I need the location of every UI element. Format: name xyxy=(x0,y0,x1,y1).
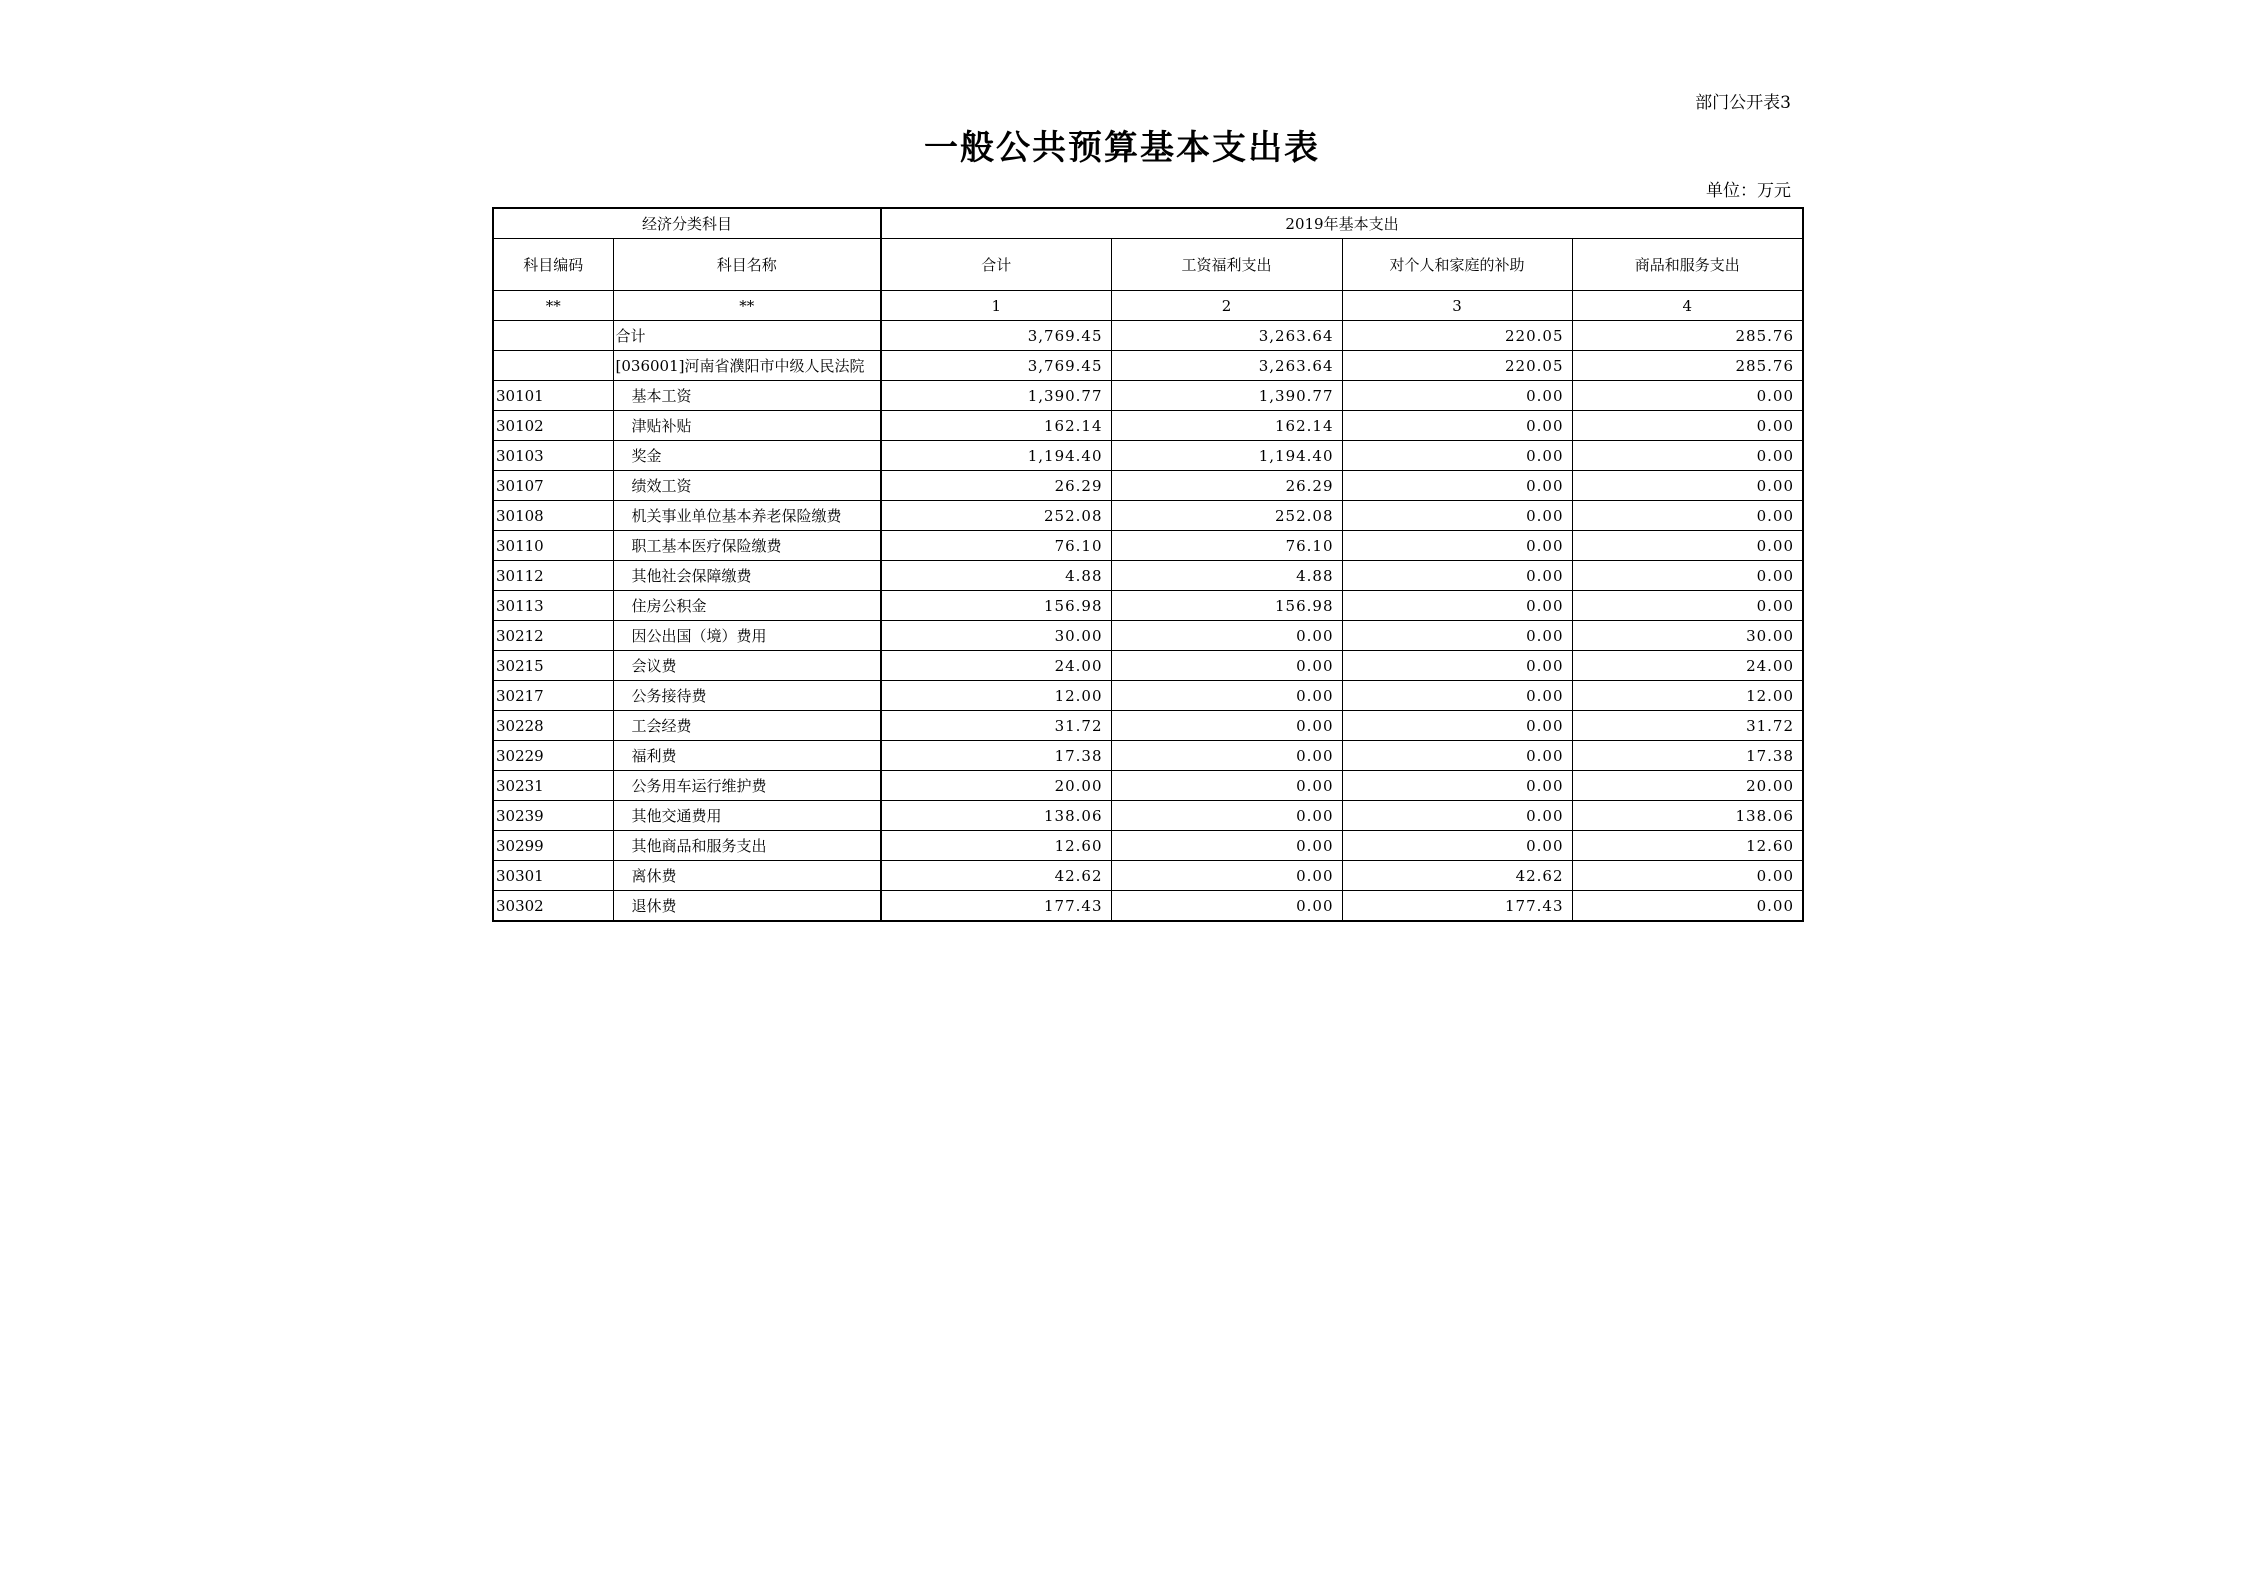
row-name-cell: 公务用车运行维护费 xyxy=(613,771,881,801)
row-goods-cell: 0.00 xyxy=(1572,861,1803,891)
row-name-cell: 津贴补贴 xyxy=(613,411,881,441)
table-row xyxy=(493,801,1803,831)
row-total-cell: 31.72 xyxy=(881,711,1111,741)
row-wages-cell: 0.00 xyxy=(1111,711,1342,741)
row-total-cell: 252.08 xyxy=(881,501,1111,531)
row-goods-cell: 0.00 xyxy=(1572,471,1803,501)
row-code-cell xyxy=(493,321,613,351)
table-row xyxy=(493,471,1803,501)
row-total-cell: 1,390.77 xyxy=(881,381,1111,411)
row-wages-cell: 0.00 xyxy=(1111,891,1342,922)
row-wages-cell: 3,263.64 xyxy=(1111,351,1342,381)
index-cell: 2 xyxy=(1111,291,1342,321)
row-name-cell: 职工基本医疗保险缴费 xyxy=(613,531,881,561)
row-wages-cell: 0.00 xyxy=(1111,741,1342,771)
table-row xyxy=(493,651,1803,681)
row-code-cell: 30217 xyxy=(493,681,613,711)
row-subsidy-cell: 177.43 xyxy=(1342,891,1572,922)
row-total-cell: 162.14 xyxy=(881,411,1111,441)
row-subsidy-cell: 0.00 xyxy=(1342,651,1572,681)
column-header-name: 科目名称 xyxy=(613,239,881,291)
row-total-cell: 24.00 xyxy=(881,651,1111,681)
row-name-cell: 机关事业单位基本养老保险缴费 xyxy=(613,501,881,531)
row-wages-cell: 162.14 xyxy=(1111,411,1342,441)
row-goods-cell: 0.00 xyxy=(1572,561,1803,591)
row-code-cell: 30301 xyxy=(493,861,613,891)
row-code-cell: 30103 xyxy=(493,441,613,471)
row-wages-cell: 76.10 xyxy=(1111,531,1342,561)
row-goods-cell: 30.00 xyxy=(1572,621,1803,651)
column-header-total: 合计 xyxy=(881,239,1111,291)
row-name-cell: 奖金 xyxy=(613,441,881,471)
row-total-cell: 3,769.45 xyxy=(881,351,1111,381)
table-row xyxy=(493,771,1803,801)
row-code-cell: 30112 xyxy=(493,561,613,591)
row-subsidy-cell: 0.00 xyxy=(1342,561,1572,591)
row-subsidy-cell: 0.00 xyxy=(1342,381,1572,411)
table-row xyxy=(493,681,1803,711)
row-wages-cell: 0.00 xyxy=(1111,771,1342,801)
row-goods-cell: 0.00 xyxy=(1572,591,1803,621)
row-code-cell: 30239 xyxy=(493,801,613,831)
table-row xyxy=(493,351,1803,381)
row-subsidy-cell: 0.00 xyxy=(1342,681,1572,711)
row-name-cell: 合计 xyxy=(613,321,881,351)
group-header-economic: 经济分类科目 xyxy=(493,208,881,239)
table-row xyxy=(493,621,1803,651)
table-body xyxy=(493,321,1803,922)
row-name-cell: 公务接待费 xyxy=(613,681,881,711)
row-total-cell: 17.38 xyxy=(881,741,1111,771)
row-total-cell: 4.88 xyxy=(881,561,1111,591)
row-goods-cell: 0.00 xyxy=(1572,531,1803,561)
row-goods-cell: 12.00 xyxy=(1572,681,1803,711)
row-subsidy-cell: 0.00 xyxy=(1342,441,1572,471)
row-wages-cell: 1,390.77 xyxy=(1111,381,1342,411)
table-row xyxy=(493,561,1803,591)
row-subsidy-cell: 0.00 xyxy=(1342,831,1572,861)
row-wages-cell: 156.98 xyxy=(1111,591,1342,621)
table-row xyxy=(493,831,1803,861)
row-goods-cell: 24.00 xyxy=(1572,651,1803,681)
row-subsidy-cell: 0.00 xyxy=(1342,801,1572,831)
index-cell: 4 xyxy=(1572,291,1803,321)
row-goods-cell: 17.38 xyxy=(1572,741,1803,771)
row-code-cell: 30102 xyxy=(493,411,613,441)
row-wages-cell: 0.00 xyxy=(1111,831,1342,861)
row-code-cell xyxy=(493,351,613,381)
row-goods-cell: 138.06 xyxy=(1572,801,1803,831)
row-total-cell: 30.00 xyxy=(881,621,1111,651)
row-code-cell: 30229 xyxy=(493,741,613,771)
row-goods-cell: 20.00 xyxy=(1572,771,1803,801)
row-subsidy-cell: 0.00 xyxy=(1342,411,1572,441)
row-goods-cell: 0.00 xyxy=(1572,891,1803,922)
index-row xyxy=(493,291,1803,321)
row-subsidy-cell: 220.05 xyxy=(1342,321,1572,351)
row-wages-cell: 1,194.40 xyxy=(1111,441,1342,471)
row-name-cell: 退休费 xyxy=(613,891,881,922)
row-subsidy-cell: 0.00 xyxy=(1342,471,1572,501)
row-goods-cell: 285.76 xyxy=(1572,351,1803,381)
row-total-cell: 177.43 xyxy=(881,891,1111,922)
table-header xyxy=(493,208,1803,321)
row-wages-cell: 252.08 xyxy=(1111,501,1342,531)
row-code-cell: 30231 xyxy=(493,771,613,801)
row-wages-cell: 26.29 xyxy=(1111,471,1342,501)
row-code-cell: 30228 xyxy=(493,711,613,741)
table-row xyxy=(493,381,1803,411)
row-subsidy-cell: 42.62 xyxy=(1342,861,1572,891)
unit-label: 单位：万元 xyxy=(1706,181,1791,201)
row-wages-cell: 0.00 xyxy=(1111,681,1342,711)
document-number-label: 部门公开表3 xyxy=(1695,93,1791,113)
row-goods-cell: 0.00 xyxy=(1572,381,1803,411)
row-code-cell: 30108 xyxy=(493,501,613,531)
row-goods-cell: 0.00 xyxy=(1572,501,1803,531)
row-wages-cell: 0.00 xyxy=(1111,621,1342,651)
row-goods-cell: 0.00 xyxy=(1572,441,1803,471)
row-subsidy-cell: 0.00 xyxy=(1342,531,1572,561)
row-total-cell: 42.62 xyxy=(881,861,1111,891)
table-row xyxy=(493,891,1803,922)
row-name-cell: 住房公积金 xyxy=(613,591,881,621)
index-cell: 3 xyxy=(1342,291,1572,321)
row-code-cell: 30302 xyxy=(493,891,613,922)
row-name-cell: 其他商品和服务支出 xyxy=(613,831,881,861)
row-subsidy-cell: 0.00 xyxy=(1342,741,1572,771)
row-name-cell: 工会经费 xyxy=(613,711,881,741)
page-title: 一般公共预算基本支出表 xyxy=(924,128,1320,168)
row-subsidy-cell: 0.00 xyxy=(1342,771,1572,801)
row-name-cell: 福利费 xyxy=(613,741,881,771)
row-name-cell: 离休费 xyxy=(613,861,881,891)
table-row xyxy=(493,711,1803,741)
row-wages-cell: 0.00 xyxy=(1111,651,1342,681)
table-row xyxy=(493,411,1803,441)
row-total-cell: 12.60 xyxy=(881,831,1111,861)
row-total-cell: 76.10 xyxy=(881,531,1111,561)
row-name-cell: 会议费 xyxy=(613,651,881,681)
row-total-cell: 3,769.45 xyxy=(881,321,1111,351)
row-wages-cell: 0.00 xyxy=(1111,861,1342,891)
table-row xyxy=(493,741,1803,771)
column-header-subsidy: 对个人和家庭的补助 xyxy=(1342,239,1572,291)
index-cell: ** xyxy=(493,291,613,321)
row-code-cell: 30110 xyxy=(493,531,613,561)
row-wages-cell: 4.88 xyxy=(1111,561,1342,591)
row-total-cell: 12.00 xyxy=(881,681,1111,711)
row-total-cell: 20.00 xyxy=(881,771,1111,801)
row-total-cell: 26.29 xyxy=(881,471,1111,501)
table-row xyxy=(493,531,1803,561)
index-cell: 1 xyxy=(881,291,1111,321)
row-total-cell: 1,194.40 xyxy=(881,441,1111,471)
row-subsidy-cell: 0.00 xyxy=(1342,501,1572,531)
row-goods-cell: 12.60 xyxy=(1572,831,1803,861)
row-name-cell: 绩效工资 xyxy=(613,471,881,501)
row-goods-cell: 285.76 xyxy=(1572,321,1803,351)
row-code-cell: 30107 xyxy=(493,471,613,501)
row-name-cell: 其他社会保障缴费 xyxy=(613,561,881,591)
column-header-goods: 商品和服务支出 xyxy=(1572,239,1803,291)
row-goods-cell: 31.72 xyxy=(1572,711,1803,741)
row-name-cell: [036001]河南省濮阳市中级人民法院 xyxy=(613,351,881,381)
row-subsidy-cell: 0.00 xyxy=(1342,711,1572,741)
row-code-cell: 30299 xyxy=(493,831,613,861)
row-name-cell: 因公出国（境）费用 xyxy=(613,621,881,651)
group-header-basic: 2019年基本支出 xyxy=(881,208,1803,239)
index-cell: ** xyxy=(613,291,881,321)
row-total-cell: 156.98 xyxy=(881,591,1111,621)
row-total-cell: 138.06 xyxy=(881,801,1111,831)
row-subsidy-cell: 220.05 xyxy=(1342,351,1572,381)
column-header-wages: 工资福利支出 xyxy=(1111,239,1342,291)
row-code-cell: 30113 xyxy=(493,591,613,621)
row-goods-cell: 0.00 xyxy=(1572,411,1803,441)
budget-table xyxy=(492,207,1804,922)
column-header-code: 科目编码 xyxy=(493,239,613,291)
row-subsidy-cell: 0.00 xyxy=(1342,621,1572,651)
row-code-cell: 30212 xyxy=(493,621,613,651)
row-name-cell: 其他交通费用 xyxy=(613,801,881,831)
table-row xyxy=(493,441,1803,471)
table-row xyxy=(493,591,1803,621)
row-name-cell: 基本工资 xyxy=(613,381,881,411)
row-subsidy-cell: 0.00 xyxy=(1342,591,1572,621)
row-code-cell: 30101 xyxy=(493,381,613,411)
row-code-cell: 30215 xyxy=(493,651,613,681)
row-wages-cell: 3,263.64 xyxy=(1111,321,1342,351)
table-row xyxy=(493,501,1803,531)
table-row xyxy=(493,321,1803,351)
row-wages-cell: 0.00 xyxy=(1111,801,1342,831)
table-row xyxy=(493,861,1803,891)
